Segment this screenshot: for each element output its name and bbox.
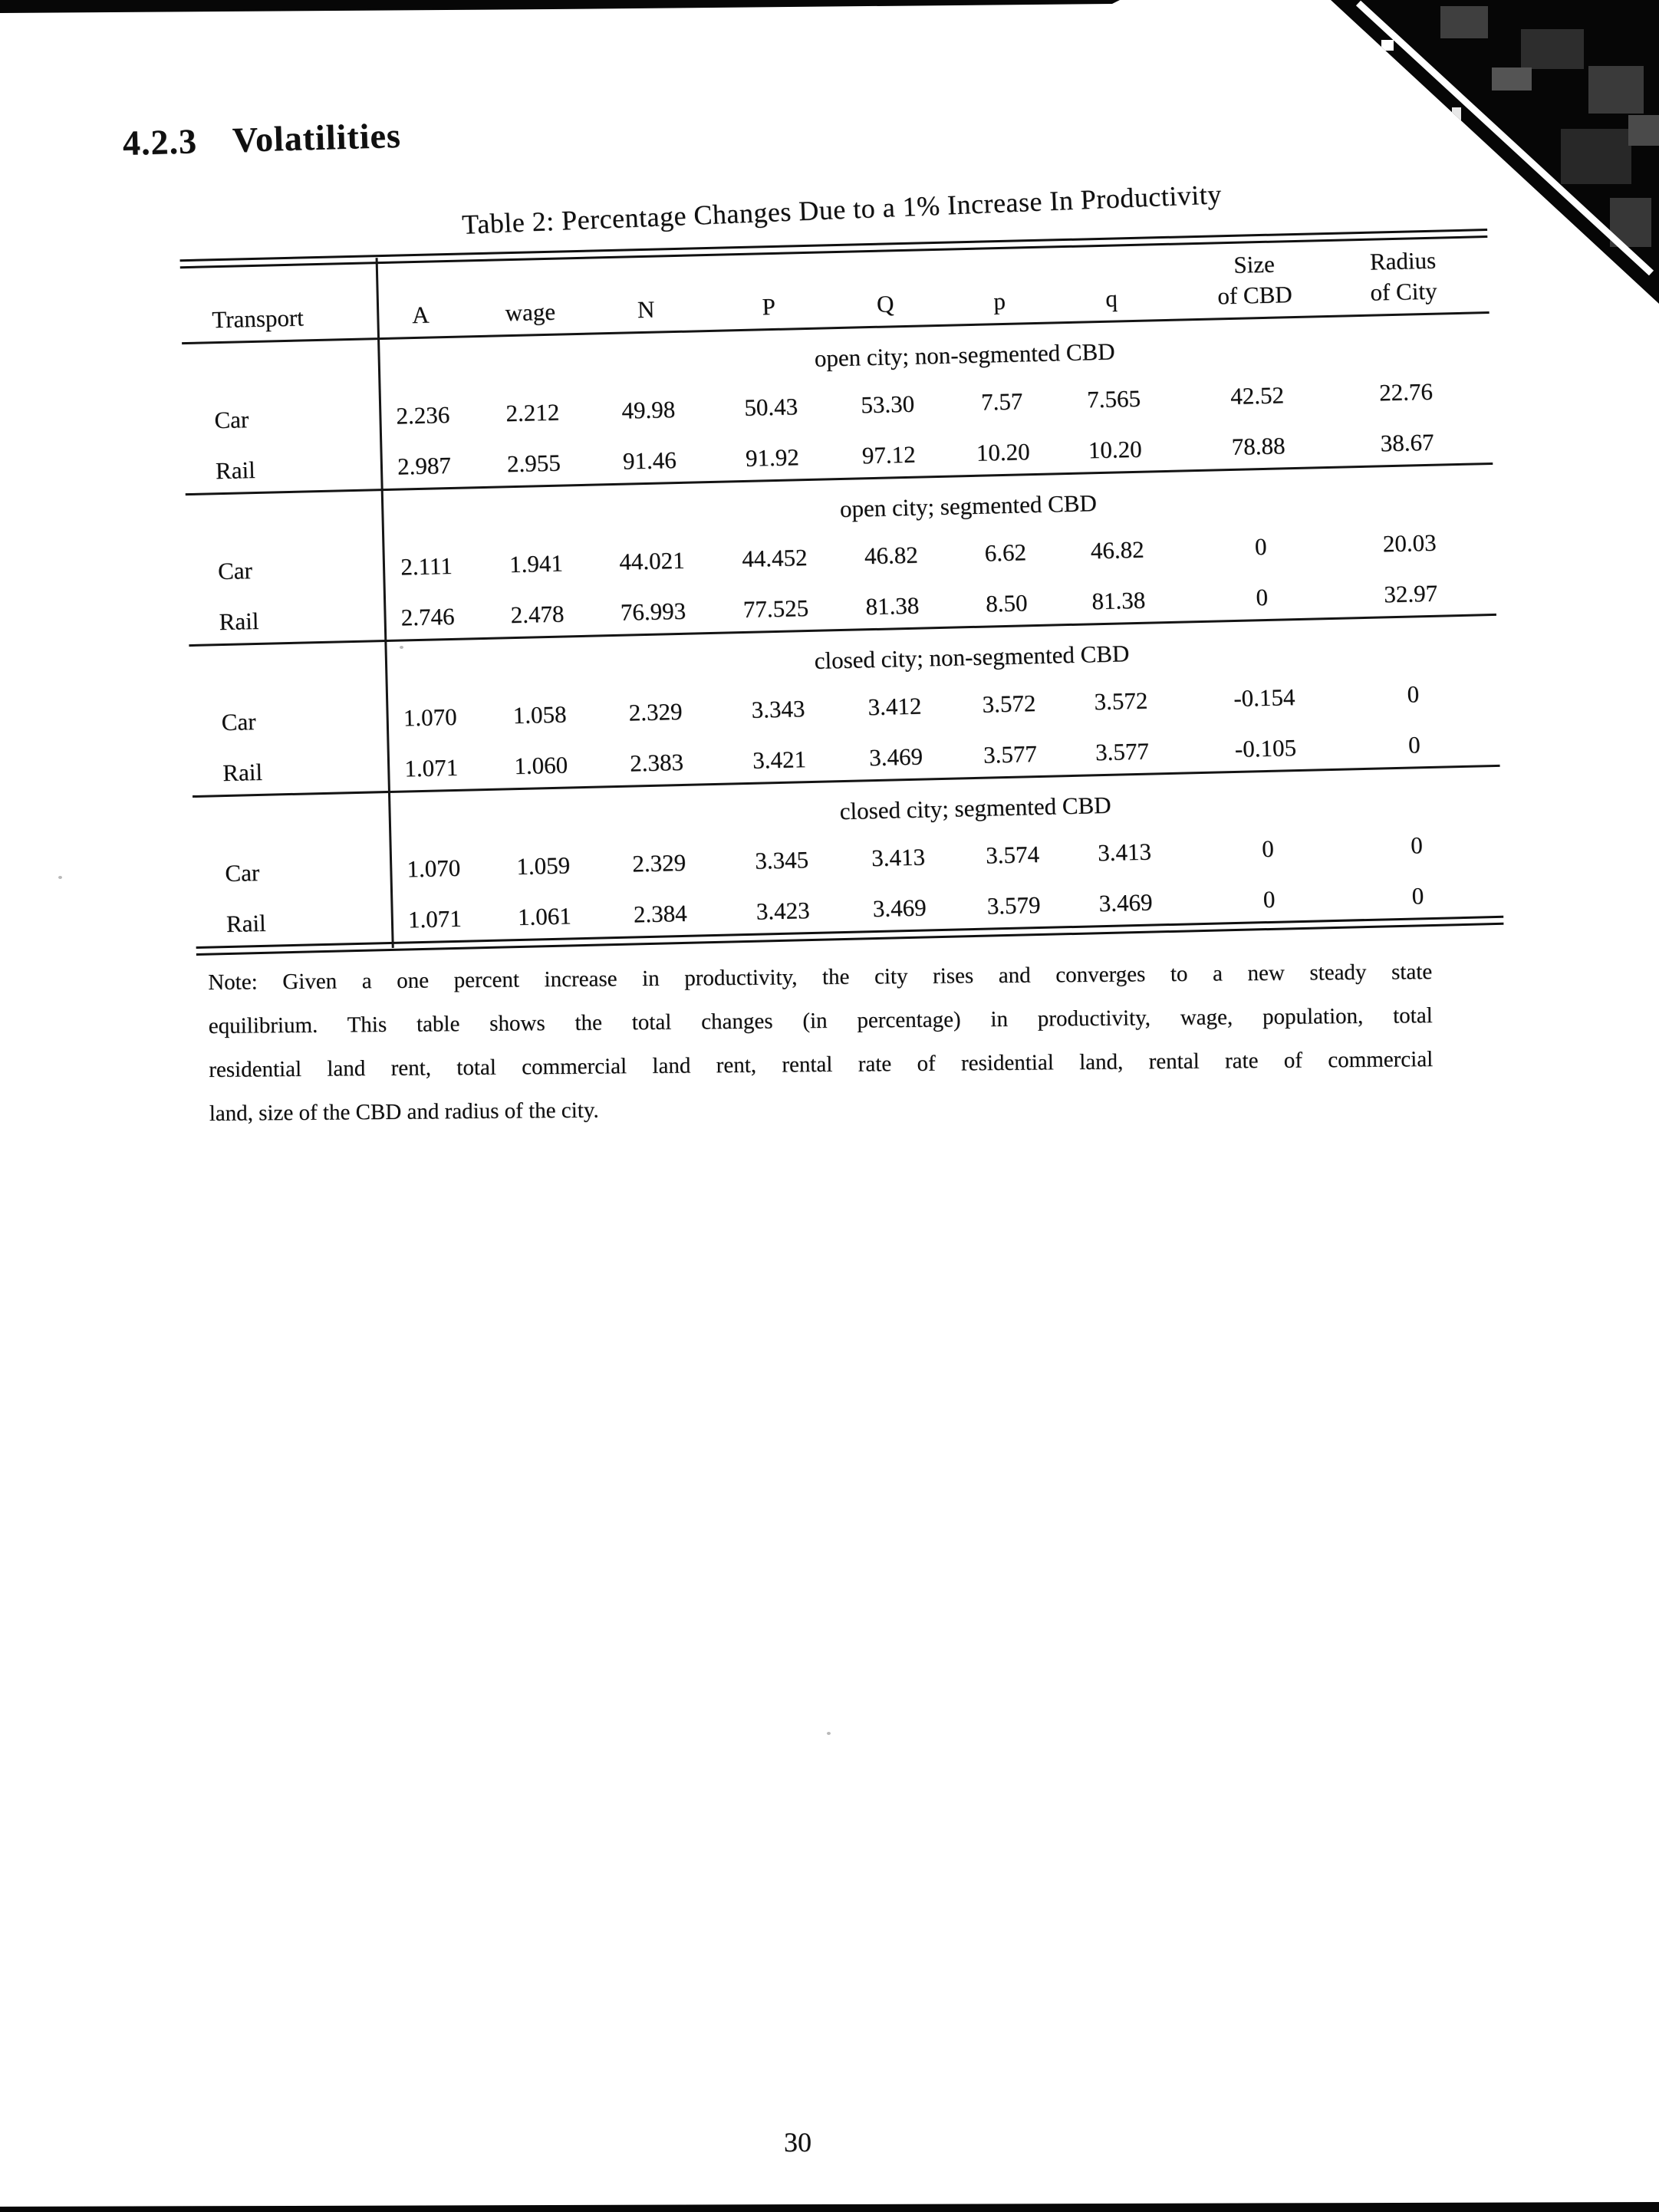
value-cell: 3.579 — [986, 891, 1041, 920]
column-header-A: A — [411, 301, 430, 329]
column-header-line: of CBD — [1216, 281, 1293, 310]
value-cell: 0 — [1256, 583, 1269, 611]
column-header-Q: Q — [876, 290, 894, 318]
value-cell: 3.413 — [1097, 838, 1152, 867]
value-cell: 3.345 — [754, 846, 809, 874]
section-label: closed city; non-segmented CBD — [814, 640, 1130, 674]
section-label: closed city; segmented CBD — [839, 791, 1111, 825]
value-cell: 3.421 — [752, 746, 807, 774]
transport-cell: Rail — [219, 607, 259, 636]
column-header-P: P — [762, 292, 776, 321]
value-cell: 2.746 — [400, 602, 455, 631]
transport-cell: Car — [221, 708, 256, 736]
scan-speck — [58, 876, 62, 879]
page-number: 30 — [784, 2127, 811, 2158]
value-cell: 1.059 — [516, 851, 571, 881]
transport-cell: Rail — [225, 909, 267, 938]
value-cell: 3.577 — [1094, 737, 1150, 766]
transport-cell: Car — [217, 557, 253, 585]
table-title: Table 2: Percentage Changes Due to a 1% Increase In Productivity — [461, 179, 1223, 240]
column-header-line: Radius — [1369, 246, 1437, 275]
value-cell: 46.82 — [864, 541, 919, 570]
scan-artifact-bottom-edge — [0, 2200, 1659, 2212]
scan-speck — [827, 1732, 831, 1735]
section-heading — [122, 115, 401, 163]
value-cell: 2.384 — [633, 899, 688, 928]
value-cell: 0 — [1411, 882, 1424, 910]
value-cell: 3.343 — [751, 695, 805, 723]
value-cell: -0.105 — [1234, 734, 1297, 762]
value-cell: 8.50 — [985, 589, 1028, 617]
value-cell: 1.070 — [403, 703, 457, 732]
value-cell: 3.469 — [872, 894, 927, 923]
value-cell: 44.452 — [741, 544, 808, 573]
value-cell: 2.955 — [506, 449, 561, 478]
value-cell: 2.478 — [510, 600, 565, 629]
value-cell: 0 — [1254, 532, 1267, 561]
value-cell: 81.38 — [865, 591, 920, 620]
column-header-line: of City — [1370, 277, 1437, 306]
value-cell: 3.574 — [985, 841, 1040, 869]
section-title: Volatilities — [232, 115, 402, 160]
value-cell: 22.76 — [1378, 377, 1434, 407]
value-cell: 3.469 — [868, 742, 923, 772]
value-cell: 3.577 — [983, 740, 1038, 769]
column-header-N: N — [637, 295, 655, 324]
column-header-radius-of-city — [1369, 245, 1437, 308]
value-cell: 0 — [1410, 831, 1424, 859]
note-line: land, size of the CBD and radius of the city. — [209, 1098, 599, 1126]
value-cell: 3.413 — [871, 843, 926, 872]
value-cell: 3.572 — [982, 690, 1036, 718]
column-header-line: Size — [1233, 250, 1276, 278]
value-cell: 1.070 — [407, 854, 461, 883]
value-cell: 0 — [1407, 731, 1421, 759]
value-cell: 38.67 — [1380, 428, 1434, 457]
section-label: open city; non-segmented CBD — [814, 337, 1115, 372]
table-note — [208, 950, 1434, 1136]
value-cell: 32.97 — [1383, 579, 1438, 608]
value-cell: 81.38 — [1091, 586, 1146, 615]
column-header-transport: Transport — [211, 304, 304, 334]
transport-cell: Rail — [222, 758, 263, 787]
value-cell: 10.20 — [976, 438, 1031, 466]
value-cell: 20.03 — [1382, 528, 1437, 558]
value-cell: 91.46 — [622, 446, 677, 475]
value-cell: 1.060 — [513, 751, 568, 780]
value-cell: 3.423 — [755, 897, 811, 925]
value-cell: 1.058 — [512, 700, 567, 729]
note-line: equilibrium. This table shows the total changes (in percentage) in productivity, wage, population, total — [208, 1003, 1433, 1039]
value-cell: 97.12 — [861, 440, 917, 469]
value-cell: 49.98 — [621, 396, 676, 424]
section-number: 4.2.3 — [122, 121, 198, 163]
value-cell: 50.43 — [744, 393, 798, 421]
value-cell: 2.383 — [629, 748, 684, 777]
value-cell: 2.212 — [505, 398, 560, 427]
value-cell: 1.071 — [403, 753, 459, 782]
section-label: open city; segmented CBD — [839, 489, 1098, 523]
value-cell: 0 — [1261, 834, 1275, 863]
scan-artifact-top-edge — [0, 0, 1150, 15]
value-cell: 53.30 — [860, 390, 915, 419]
value-cell: 1.941 — [509, 549, 564, 578]
value-cell: 91.92 — [745, 443, 800, 472]
table-2 — [180, 229, 1504, 956]
value-cell: 1.071 — [407, 904, 462, 933]
value-cell: 2.329 — [631, 848, 686, 877]
value-cell: 10.20 — [1088, 435, 1142, 464]
value-cell: 0 — [1407, 680, 1420, 708]
value-cell: 2.329 — [628, 697, 683, 726]
value-cell: 42.52 — [1229, 381, 1285, 410]
column-header-wage: wage — [505, 298, 556, 327]
value-cell: 3.469 — [1098, 888, 1153, 917]
value-cell: 3.572 — [1094, 686, 1148, 716]
transport-cell: Car — [214, 406, 249, 434]
transport-cell: Car — [225, 858, 260, 887]
value-cell: 2.987 — [397, 451, 452, 480]
value-cell: 46.82 — [1090, 535, 1145, 565]
value-cell: 3.412 — [867, 692, 922, 721]
value-cell: 78.88 — [1231, 432, 1285, 460]
note-line: residential land rent, total commercial land rent, rental rate of residential land, rental rate of commercial — [209, 1047, 1434, 1082]
value-cell: 76.993 — [620, 597, 686, 626]
value-cell: 77.525 — [742, 594, 809, 624]
column-header-q: q — [1104, 285, 1118, 312]
value-cell: 0 — [1262, 885, 1276, 913]
column-header-size-of-cbd — [1216, 249, 1292, 311]
note-line: Note: Given a one percent increase in productivity, the city rises and converges to a new steady state — [208, 960, 1433, 995]
value-cell: 1.061 — [517, 902, 572, 931]
value-cell: 2.236 — [396, 400, 450, 430]
value-cell: 2.111 — [400, 551, 453, 581]
column-header-p: p — [992, 287, 1006, 315]
transport-cell: Rail — [215, 456, 256, 485]
value-cell: 6.62 — [984, 538, 1027, 567]
value-cell: -0.154 — [1233, 683, 1295, 712]
value-cell: 44.021 — [618, 546, 685, 575]
value-cell: 7.565 — [1086, 384, 1141, 413]
value-cell: 7.57 — [980, 387, 1023, 416]
